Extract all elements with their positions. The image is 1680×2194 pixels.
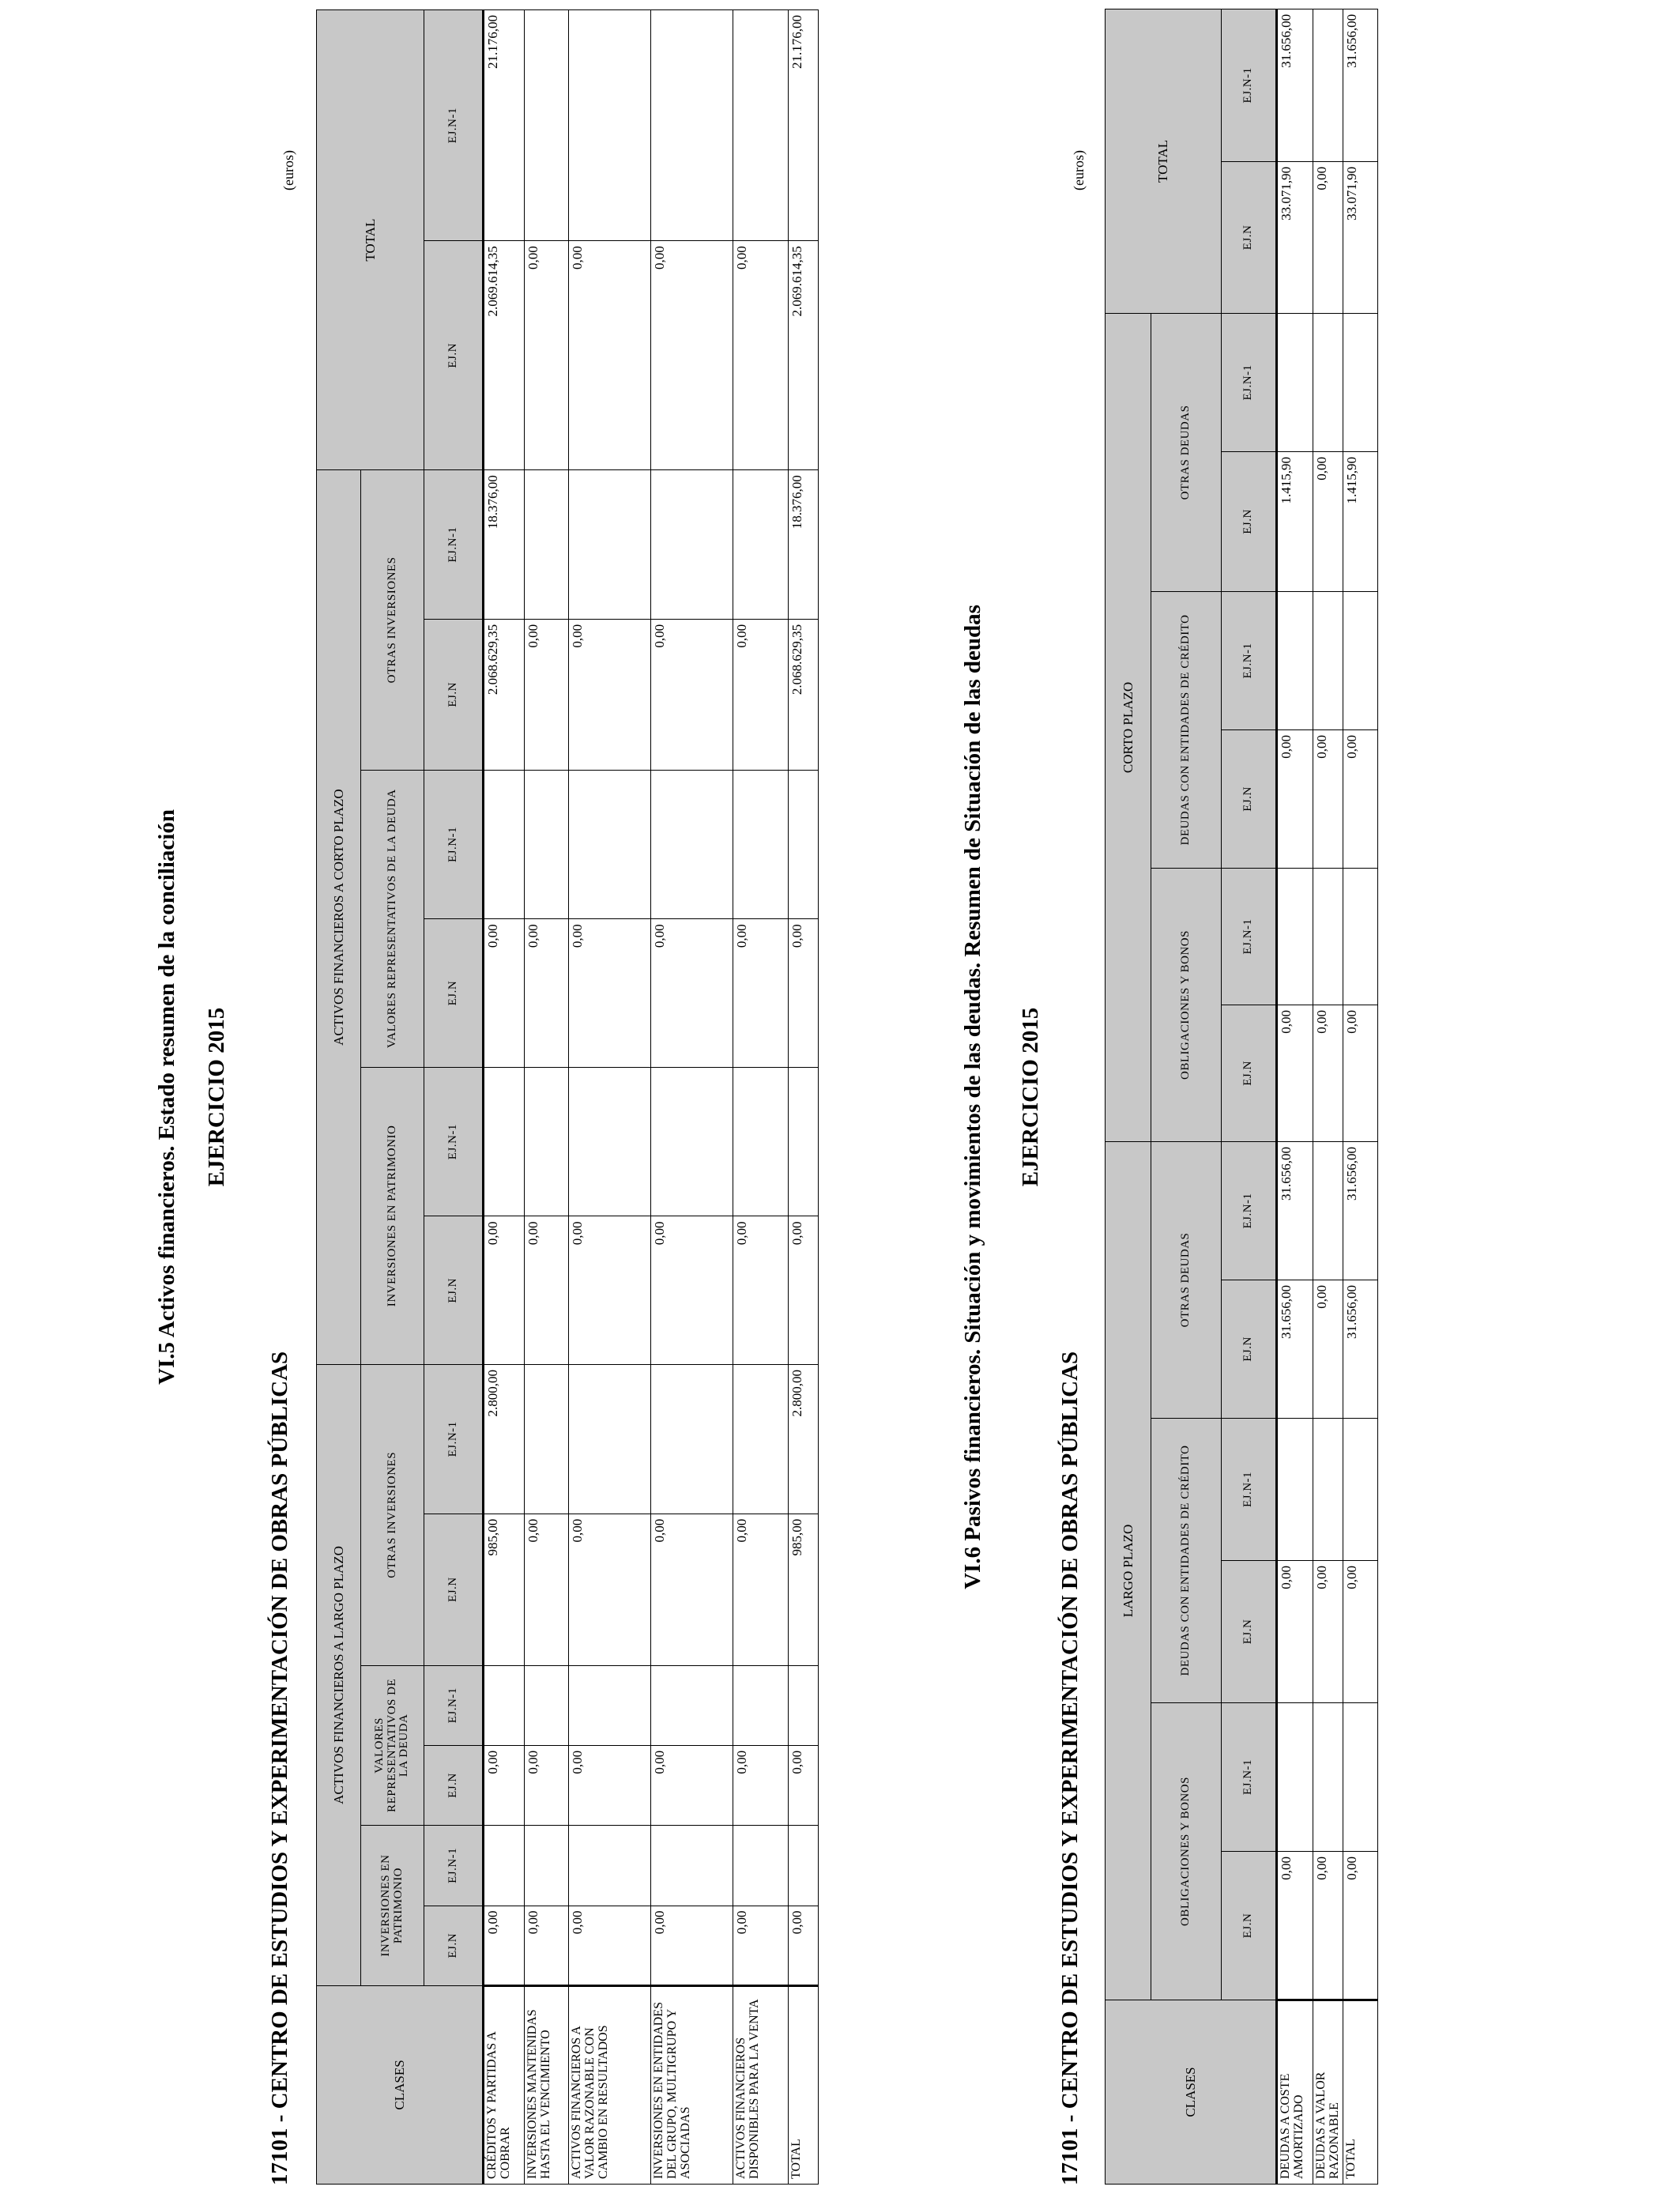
value-cell xyxy=(789,1067,819,1216)
category-cell: INVERSIONES EN ENTIDADES DEL GRUPO, MULTIGRUPO Y ASOCIADAS xyxy=(651,1985,733,2184)
category-cell: TOTAL xyxy=(1343,2000,1378,2185)
table-row xyxy=(733,10,789,2185)
value-cell: 0,00 xyxy=(733,1745,789,1825)
value-cell: 0,00 xyxy=(484,1216,525,1365)
value-cell: 0,00 xyxy=(569,1745,651,1825)
header-ejn1: EJ.N-1 xyxy=(424,10,484,241)
value-cell xyxy=(569,1826,651,1906)
value-cell: 0,00 xyxy=(1313,1561,1343,1703)
table-row xyxy=(651,10,733,2185)
value-cell xyxy=(733,1826,789,1906)
header-sub: OTRAS INVERSIONES xyxy=(361,470,424,770)
value-cell: 0,00 xyxy=(569,619,651,770)
value-cell xyxy=(789,1826,819,1906)
header-group-corto-plazo: ACTIVOS FINANCIEROS A CORTO PLAZO xyxy=(317,470,361,1365)
value-cell: 985,00 xyxy=(789,1514,819,1665)
value-cell: 985,00 xyxy=(484,1514,525,1665)
header-sub: OTRAS DEUDAS xyxy=(1151,313,1222,591)
header-ejn: EJ.N xyxy=(1222,1561,1277,1703)
value-cell: 2.068.629,35 xyxy=(484,619,525,770)
value-cell: 0,00 xyxy=(651,1216,733,1365)
value-cell: 0,00 xyxy=(651,1514,733,1665)
header-ejn: EJ.N xyxy=(1222,1852,1277,2000)
header-ejn: EJ.N xyxy=(424,1216,484,1365)
header-sub: OBLIGACIONES Y BONOS xyxy=(1151,1703,1222,2000)
header-group-largo-plazo: LARGO PLAZO xyxy=(1106,1142,1151,2000)
value-cell xyxy=(569,1665,651,1745)
value-cell xyxy=(651,1067,733,1216)
value-cell: 0,00 xyxy=(525,919,569,1068)
value-cell xyxy=(484,1826,525,1906)
header-row-groups xyxy=(1106,9,1151,2184)
value-cell xyxy=(484,1665,525,1745)
section1-ejercicio: EJERCICIO 2015 xyxy=(204,1007,229,1187)
value-cell xyxy=(525,1067,569,1216)
value-cell: 0,00 xyxy=(569,241,651,470)
header-ejn1: EJ.N-1 xyxy=(1222,592,1277,730)
value-cell xyxy=(1313,869,1343,1005)
value-cell: 0,00 xyxy=(733,1906,789,1985)
header-sub: VALORES REPRESENTATIVOS DE LA DEUDA xyxy=(361,1665,424,1826)
value-cell: 33.071,90 xyxy=(1277,161,1313,313)
header-ejn1: EJ.N-1 xyxy=(1222,1419,1277,1561)
value-cell: 0,00 xyxy=(1343,1005,1378,1142)
value-cell xyxy=(569,770,651,919)
header-ejn: EJ.N xyxy=(424,1906,484,1985)
header-ejn: EJ.N xyxy=(1222,1280,1277,1419)
header-sub: DEUDAS CON ENTIDADES DE CRÉDITO xyxy=(1151,592,1222,869)
value-cell: 1.415,90 xyxy=(1343,452,1378,592)
header-ejn1: EJ.N-1 xyxy=(1222,9,1277,161)
value-cell xyxy=(733,1365,789,1514)
value-cell: 0,00 xyxy=(1277,730,1313,869)
header-ejn: EJ.N xyxy=(424,1514,484,1665)
header-ejn1: EJ.N-1 xyxy=(424,470,484,620)
header-ejn1: EJ.N-1 xyxy=(1222,1703,1277,1852)
header-sub: OBLIGACIONES Y BONOS xyxy=(1151,869,1222,1142)
value-cell xyxy=(1343,1703,1378,1852)
section1-entity: 17101 - CENTRO DE ESTUDIOS Y EXPERIMENTACIÓN DE OBRAS PÚBLICAS xyxy=(267,1351,292,2185)
value-cell xyxy=(1277,1703,1313,1852)
header-ejn1: EJ.N-1 xyxy=(1222,869,1277,1005)
header-clases: CLASES xyxy=(1106,2000,1277,2185)
value-cell xyxy=(525,470,569,620)
section2-title: VI.6 Pasivos financieros. Situación y movimientos de las deudas. Resumen de Situación de las deudas xyxy=(960,605,985,1589)
value-cell xyxy=(733,1665,789,1745)
value-cell: 0,00 xyxy=(484,919,525,1068)
header-sub: OTRAS INVERSIONES xyxy=(361,1365,424,1666)
value-cell xyxy=(525,1665,569,1745)
value-cell xyxy=(651,470,733,620)
value-cell xyxy=(1313,592,1343,730)
value-cell: 0,00 xyxy=(1343,1852,1378,2000)
header-group-largo-plazo: ACTIVOS FINANCIEROS A LARGO PLAZO xyxy=(317,1365,361,1986)
section1-title: VI.5 Activos financieros. Estado resumen de la conciliación xyxy=(154,809,179,1385)
value-cell: 0,00 xyxy=(569,1906,651,1985)
header-ejn1: EJ.N-1 xyxy=(1222,313,1277,451)
value-cell: 0,00 xyxy=(651,1745,733,1825)
value-cell xyxy=(484,770,525,919)
value-cell: 0,00 xyxy=(569,919,651,1068)
value-cell: 0,00 xyxy=(525,1216,569,1365)
value-cell: 2.800,00 xyxy=(789,1365,819,1514)
section2-ejercicio: EJERCICIO 2015 xyxy=(1018,1007,1043,1187)
value-cell: 1.415,90 xyxy=(1277,452,1313,592)
value-cell xyxy=(789,770,819,919)
value-cell xyxy=(484,1067,525,1216)
value-cell xyxy=(1313,1703,1343,1852)
value-cell xyxy=(525,770,569,919)
header-ejn1: EJ.N-1 xyxy=(424,1067,484,1216)
value-cell: 0,00 xyxy=(651,241,733,470)
value-cell: 0,00 xyxy=(1277,1005,1313,1142)
header-ejn: EJ.N xyxy=(1222,730,1277,869)
section2-entity: 17101 - CENTRO DE ESTUDIOS Y EXPERIMENTACIÓN DE OBRAS PÚBLICAS xyxy=(1057,1351,1083,2185)
value-cell xyxy=(733,10,789,241)
value-cell xyxy=(733,1067,789,1216)
value-cell xyxy=(525,1365,569,1514)
header-ejn: EJ.N xyxy=(424,1745,484,1825)
header-ejn: EJ.N xyxy=(424,619,484,770)
value-cell xyxy=(569,470,651,620)
value-cell: 31.656,00 xyxy=(1277,1142,1313,1280)
value-cell xyxy=(1343,1419,1378,1561)
header-row-columns xyxy=(424,10,484,2185)
value-cell xyxy=(1313,9,1343,161)
value-cell: 0,00 xyxy=(1343,1561,1378,1703)
value-cell: 0,00 xyxy=(651,619,733,770)
value-cell xyxy=(1343,869,1378,1005)
value-cell xyxy=(1277,869,1313,1005)
header-row-columns xyxy=(1222,9,1277,2184)
value-cell: 31.656,00 xyxy=(1343,1280,1378,1419)
value-cell: 0,00 xyxy=(733,1216,789,1365)
value-cell: 2.069.614,35 xyxy=(484,241,525,470)
total-row xyxy=(789,10,819,2185)
value-cell: 31.656,00 xyxy=(1277,9,1313,161)
header-ejn1: EJ.N-1 xyxy=(424,1665,484,1745)
header-sub: INVERSIONES EN PATRIMONIO xyxy=(361,1826,424,1986)
header-group-corto-plazo: CORTO PLAZO xyxy=(1106,313,1151,1141)
header-total: TOTAL xyxy=(317,10,424,470)
value-cell: 0,00 xyxy=(733,241,789,470)
section1-units: (euros) xyxy=(281,150,296,190)
header-row-groups xyxy=(317,10,361,2185)
category-cell: DEUDAS A VALOR RAZONABLE xyxy=(1313,2000,1343,2185)
value-cell xyxy=(1313,1142,1343,1280)
category-cell: INVERSIONES MANTENIDAS HASTA EL VENCIMIENTO xyxy=(525,1985,569,2184)
value-cell: 0,00 xyxy=(569,1514,651,1665)
value-cell xyxy=(651,770,733,919)
value-cell: 0,00 xyxy=(1313,1852,1343,2000)
value-cell: 21.176,00 xyxy=(484,10,525,241)
value-cell: 0,00 xyxy=(525,1514,569,1665)
value-cell xyxy=(733,470,789,620)
activos-financieros-table xyxy=(316,9,819,2185)
value-cell: 0,00 xyxy=(789,919,819,1068)
value-cell: 0,00 xyxy=(733,919,789,1068)
value-cell: 0,00 xyxy=(1313,1005,1343,1142)
value-cell: 0,00 xyxy=(525,1745,569,1825)
value-cell: 0,00 xyxy=(1313,730,1343,869)
header-row-subgroups xyxy=(1151,9,1222,2184)
value-cell xyxy=(1343,592,1378,730)
table-row xyxy=(525,10,569,2185)
value-cell: 0,00 xyxy=(1277,1852,1313,2000)
value-cell: 0,00 xyxy=(484,1906,525,1985)
total-row xyxy=(1343,9,1378,2184)
value-cell xyxy=(1277,592,1313,730)
header-ejn: EJ.N xyxy=(1222,452,1277,592)
value-cell: 0,00 xyxy=(525,241,569,470)
header-sub: OTRAS DEUDAS xyxy=(1151,1142,1222,1419)
value-cell: 0,00 xyxy=(1277,1561,1313,1703)
value-cell: 0,00 xyxy=(484,1745,525,1825)
value-cell: 0,00 xyxy=(651,919,733,1068)
table-row xyxy=(1313,9,1343,2184)
header-sub: DEUDAS CON ENTIDADES DE CRÉDITO xyxy=(1151,1419,1222,1703)
value-cell xyxy=(651,1365,733,1514)
value-cell xyxy=(569,1365,651,1514)
value-cell: 21.176,00 xyxy=(789,10,819,241)
header-total: TOTAL xyxy=(1106,9,1222,313)
value-cell: 0,00 xyxy=(525,1906,569,1985)
category-cell: ACTIVOS FINANCIEROS DISPONIBLES PARA LA VENTA xyxy=(733,1985,789,2184)
category-cell: CRÉDITOS Y PARTIDAS A COBRAR xyxy=(484,1985,525,2184)
value-cell xyxy=(1313,1419,1343,1561)
category-cell: ACTIVOS FINANCIEROS A VALOR RAZONABLE CON CAMBIO EN RESULTADOS xyxy=(569,1985,651,2184)
value-cell: 2.800,00 xyxy=(484,1365,525,1514)
header-ejn1: EJ.N-1 xyxy=(424,1826,484,1906)
value-cell: 18.376,00 xyxy=(789,470,819,620)
value-cell xyxy=(651,1826,733,1906)
value-cell: 2.069.614,35 xyxy=(789,241,819,470)
value-cell xyxy=(733,770,789,919)
header-ejn: EJ.N xyxy=(1222,1005,1277,1142)
category-cell: DEUDAS A COSTE AMORTIZADO xyxy=(1277,2000,1313,2185)
value-cell: 2.068.629,35 xyxy=(789,619,819,770)
value-cell: 0,00 xyxy=(789,1906,819,1985)
value-cell xyxy=(525,10,569,241)
table-row xyxy=(484,10,525,2185)
value-cell: 0,00 xyxy=(525,619,569,770)
value-cell: 31.656,00 xyxy=(1343,9,1378,161)
value-cell xyxy=(569,10,651,241)
value-cell: 0,00 xyxy=(1313,452,1343,592)
header-ejn1: EJ.N-1 xyxy=(424,770,484,919)
header-ejn: EJ.N xyxy=(1222,161,1277,313)
value-cell: 0,00 xyxy=(1313,161,1343,313)
table-row xyxy=(569,10,651,2185)
header-clases: CLASES xyxy=(317,1985,484,2184)
value-cell xyxy=(1277,1419,1313,1561)
pasivos-financieros-table xyxy=(1105,9,1378,2185)
value-cell: 0,00 xyxy=(789,1216,819,1365)
header-ejn: EJ.N xyxy=(424,241,484,470)
section2-units: (euros) xyxy=(1071,150,1087,190)
value-cell: 0,00 xyxy=(651,1906,733,1985)
value-cell xyxy=(651,10,733,241)
table-row xyxy=(1277,9,1313,2184)
value-cell xyxy=(1313,313,1343,451)
value-cell: 0,00 xyxy=(789,1745,819,1825)
value-cell: 0,00 xyxy=(569,1216,651,1365)
header-ejn: EJ.N xyxy=(424,919,484,1068)
value-cell xyxy=(1277,313,1313,451)
value-cell xyxy=(789,1665,819,1745)
header-ejn1: EJ.N-1 xyxy=(424,1365,484,1514)
value-cell: 33.071,90 xyxy=(1343,161,1378,313)
value-cell: 18.376,00 xyxy=(484,470,525,620)
value-cell xyxy=(1343,313,1378,451)
value-cell: 0,00 xyxy=(1343,730,1378,869)
value-cell: 0,00 xyxy=(1313,1280,1343,1419)
value-cell: 31.656,00 xyxy=(1343,1142,1378,1280)
value-cell xyxy=(651,1665,733,1745)
header-sub: INVERSIONES EN PATRIMONIO xyxy=(361,1067,424,1364)
value-cell xyxy=(525,1826,569,1906)
header-ejn1: EJ.N-1 xyxy=(1222,1142,1277,1280)
value-cell xyxy=(569,1067,651,1216)
value-cell: 0,00 xyxy=(733,619,789,770)
category-cell: TOTAL xyxy=(789,1985,819,2184)
value-cell: 0,00 xyxy=(733,1514,789,1665)
value-cell: 31.656,00 xyxy=(1277,1280,1313,1419)
header-sub: VALORES REPRESENTATIVOS DE LA DEUDA xyxy=(361,770,424,1067)
